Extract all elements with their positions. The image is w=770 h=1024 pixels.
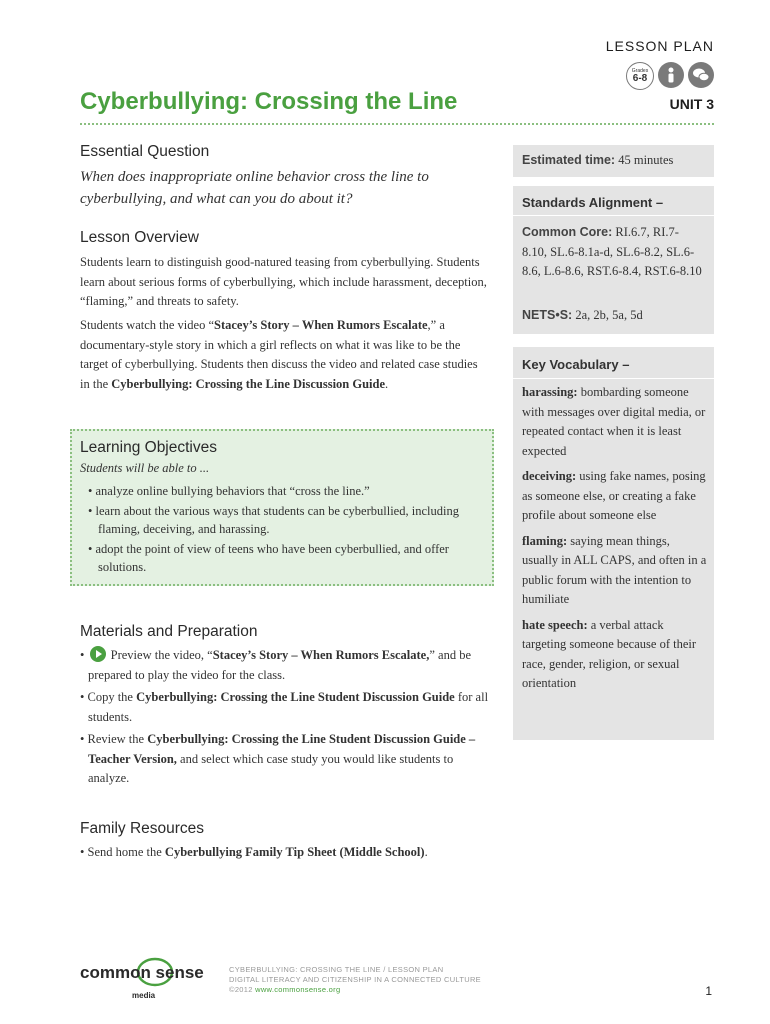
resource-title: Cyberbullying: Crossing the Line Student Discussion Guide — [136, 690, 455, 704]
footer-line: CYBERBULLYING: CROSSING THE LINE / LESSON PLAN — [229, 965, 444, 974]
footer-text — [229, 965, 481, 995]
grade-badge-caption: Grades — [631, 67, 649, 74]
text-run: Students watch the video “ — [80, 318, 214, 332]
page-number: 1 — [705, 984, 712, 998]
nets-value: 2a, 2b, 5a, 5d — [572, 308, 643, 322]
text-run: and select which case study you would like students to analyze. — [88, 751, 454, 785]
grade-badge-icon — [626, 62, 654, 90]
common-sense-media-logo — [80, 956, 220, 1006]
essential-question-heading: Essential Question — [80, 143, 210, 160]
title-divider — [80, 123, 714, 125]
footer-line — [229, 985, 481, 995]
grade-badge-range: 6-8 — [632, 72, 648, 84]
estimated-time — [522, 153, 673, 168]
list-item: • learn about the various ways that students can be cyberbullied, including flaming, deceiving, and harassing. — [88, 504, 459, 536]
vocab-term: deceiving: — [522, 469, 577, 483]
document-type-label: LESSON PLAN — [605, 38, 714, 54]
text-run: Preview the video, “ — [110, 648, 213, 662]
video-title: Stacey’s Story – When Rumors Escalate — [214, 318, 428, 332]
learning-objectives-intro: Students will be able to ... — [80, 461, 210, 475]
vocab-item — [522, 532, 707, 610]
footer-line: DIGITAL LITERACY AND CITIZENSHIP IN A CONNECTED CULTURE — [229, 975, 481, 984]
list-item: • analyze online bullying behaviors that “cross the line.” — [88, 484, 370, 498]
vocab-definition: a verbal attack targeting someone because of their race, gender, religion, or sexual orientation — [522, 617, 697, 690]
estimated-time-label: Estimated time: — [522, 153, 616, 167]
video-title: Stacey’s Story – When Rumors Escalate, — [212, 648, 430, 662]
vocab-definition: using fake names, posing as someone else, or creating a fake profile about someone else — [522, 469, 706, 522]
list-item — [80, 730, 490, 789]
vocab-definition: bombarding someone with messages over digital media, or repeated contact when it is least expected — [522, 385, 706, 458]
play-video-icon[interactable] — [90, 646, 106, 662]
logo-text: common sense — [80, 963, 204, 982]
text-run: • Copy the — [80, 690, 137, 704]
vocab-term: hate speech: — [522, 617, 588, 632]
list-item — [80, 688, 490, 727]
text-run: . — [424, 845, 428, 859]
common-core-standards — [522, 223, 702, 282]
lesson-overview-paragraph-2 — [80, 316, 490, 394]
family-resources-item — [80, 843, 510, 863]
text-run: ” and be prepared to play the video for the class. — [88, 648, 472, 682]
standards-divider — [513, 215, 714, 216]
text-run: for all students. — [88, 690, 489, 724]
list-item: • adopt the point of view of teens who have been cyberbullied, and offer solutions. — [88, 542, 449, 574]
vocab-term: flaming: — [522, 533, 568, 548]
vocab-term: harassing: — [522, 385, 578, 399]
text-run: • Review the — [80, 732, 148, 746]
unit-label: UNIT 3 — [669, 96, 714, 112]
copyright: ©2012 — [229, 985, 256, 994]
key-vocabulary-list — [522, 383, 707, 700]
logo-subtext: media — [132, 991, 156, 1000]
materials-list — [80, 646, 490, 792]
vocab-item — [522, 616, 707, 694]
text-run: ,” a documentary-style story in which a girl reflects on what it was like to be the target of cyberbullying. Students then discuss the video and related case studies in the — [80, 318, 478, 391]
key-vocabulary-divider — [513, 378, 714, 379]
resource-title: Cyberbullying: Crossing the Line Student Discussion Guide – Teacher Version, — [88, 732, 476, 766]
family-resources-heading: Family Resources — [80, 820, 205, 837]
standards-heading: Standards Alignment – — [522, 195, 664, 210]
nets-standards — [522, 308, 643, 323]
learning-objectives-list — [88, 482, 488, 578]
website-link[interactable]: www.commonsense.org — [255, 985, 341, 994]
common-core-label: Common Core: — [522, 225, 613, 239]
bullet: • — [80, 648, 85, 662]
tip-sheet-title: Cyberbullying Family Tip Sheet (Middle School) — [164, 845, 425, 859]
vocab-item — [522, 467, 707, 526]
info-person-icon — [658, 62, 684, 88]
lesson-overview-paragraph: Students learn to distinguish good-natured teasing from cyberbullying. Students learn about serious forms of cyberbullying, which include harassment, deception, “flaming,” and threats to safety. — [80, 255, 487, 308]
common-core-value: RI.6.7, RI.7-8.10, SL.6-8.1a-d, SL.6-8.2, SL.6-8.6, L.6-8.6, RST.6-8.4, RST.6-8.10 — [522, 225, 702, 278]
page-title: Cyberbullying: Crossing the Line — [80, 88, 458, 115]
essential-question-text: When does inappropriate online behavior cross the line to cyberbullying, and what can you do about it? — [80, 169, 429, 207]
vocab-definition: saying mean things, usually in ALL CAPS, and often in a public forum with the intention to humiliate — [522, 533, 707, 606]
materials-heading: Materials and Preparation — [80, 623, 258, 640]
speech-bubbles-icon — [688, 62, 714, 88]
nets-label: NETS•S: — [522, 308, 573, 322]
text-run: • Send home the — [80, 845, 165, 859]
estimated-time-value: 45 minutes — [615, 153, 674, 167]
list-item — [80, 646, 490, 685]
header-icons — [626, 62, 714, 90]
key-vocabulary-heading: Key Vocabulary – — [522, 357, 630, 372]
lesson-overview-heading: Lesson Overview — [80, 229, 199, 246]
discussion-guide-title: Cyberbullying: Crossing the Line Discussion Guide — [111, 376, 386, 391]
text-run: . — [385, 376, 389, 391]
learning-objectives-heading: Learning Objectives — [80, 439, 217, 456]
vocab-item — [522, 383, 707, 461]
